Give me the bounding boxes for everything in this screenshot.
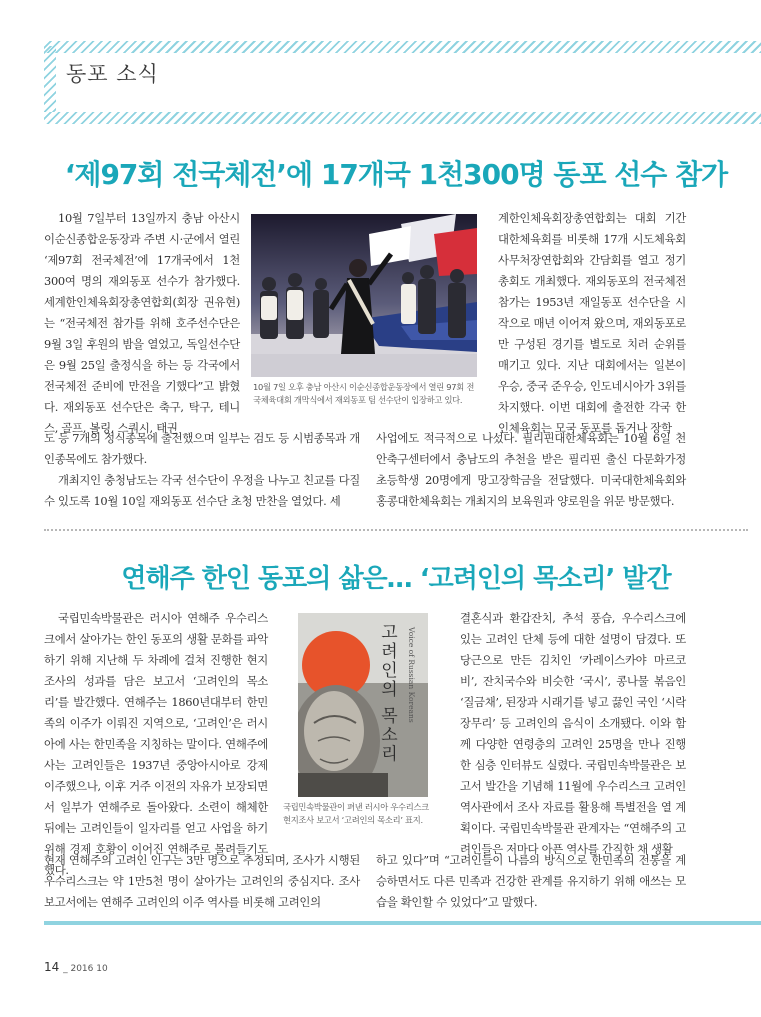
article1-col1-para2: 개최지인 충청남도는 각국 선수단이 우정을 나누고 친교를 다질 수 있도록 10월 10일 재외동포 선수단 초청 만찬을 열었다. 세 — [44, 473, 360, 508]
article2-col3-tail — [376, 850, 686, 913]
article1-col1-text: 10월 7일부터 13일까지 충남 아산시 이순신종합운동장과 주변 시·군에서 열린 ‘제97회 전국체전’에 17개국에서 1천300여 명의 재외동포 선수가 참가했다. 세계한인체육회장총연합회(회장 권유현)는 “전국체전 참가를 위해 호주선수단은 9월 3일 후원의 밤을 열었고, 독일선수단은 9월 25일 출정식을 하는 등 각국에서 전국체전 준비에 만전을 기했다”고 밝혔다. 재외동포 선수단은 축구, 탁구, 테니스, 골프, 볼링, 스쿼시, 태권 — [44, 211, 240, 435]
header-hatch-bottom — [44, 112, 761, 124]
article2-col1-tail-text: 현재 연해주의 고려인 인구는 3만 명으로 추정되며, 조사가 시행된 우수리스크는 약 1만5천 명이 살아가는 고려인의 중심지다. 조사 보고서에는 연해주 고려인의 이주 역사를 비롯해 고려인의 — [44, 853, 360, 909]
article1-photo — [251, 214, 477, 377]
article2-photo-caption — [283, 801, 453, 827]
header-hatch-top — [44, 41, 761, 53]
article1-col3 — [498, 208, 686, 439]
section-title: 동포 소식 — [66, 62, 159, 86]
article2-headline: 연해주 한인 동포의 삶은… ‘고려인의 목소리’ 발간 — [121, 564, 671, 594]
sports-festival-photo — [251, 214, 477, 377]
article1-col1 — [44, 208, 240, 439]
article2-caption-line2: 현지조사 보고서 ‘고려인의 목소리’ 표지. — [283, 815, 423, 825]
article1-col3-tail-text: 사업에도 적극적으로 나섰다. 필리핀대한체육회는 10월 6일 천안축구센터에서 충남도의 추천을 받은 필리핀 출신 다문화가정 초등학생 20명에게 망고장학금을 전달했다. 미국대한체육회와 홍콩대한체육회는 개최지의 보육원과 양로원을 위문 방문했다. — [376, 431, 686, 508]
article1-col1-tail-text: 도 등 7개의 정식종목에 출전했으며 일부는 검도 등 시범종목과 개인종목에도 참가했다. — [44, 431, 360, 466]
article1-col3-text: 계한인체육회장총연합회는 대회 기간 대한체육회를 비롯해 17개 시도체육회 사무처장연합회와 간담회를 열고 정기총회도 개최했다. 재외동포의 전국체전 참가는 1953년 재일동포 선수단을 시작으로 매년 이어져 왔으며, 재외동포로만 구성된 경기를 별도로 치러 순위를 매기고 있다. 지난 대회에서는 일본이 우승, 중국 준우승, 인도네시아가 3위를 차지했다. 이번 대회에 출전한 각국 한인체육회는 모국 동포를 돕거나 장학 — [498, 211, 686, 435]
article1-headline: ‘제97회 전국체전’에 17개국 1천300명 동포 선수 참가 — [64, 158, 728, 191]
page-folio — [44, 960, 108, 974]
header-hatch-left — [44, 46, 56, 112]
book-cover-subtitle: Voice of Russian Koreans — [407, 627, 416, 723]
article2-col3-tail-text: 하고 있다”며 “고려인들이 나름의 방식으로 한민족의 전통을 계승하면서도 다른 민족과 건강한 관계를 유지하기 위해 애쓰는 모습을 확인할 수 있었다”고 말했다. — [376, 853, 686, 909]
page-number: 14 — [44, 960, 60, 974]
article1-col1-tail — [44, 428, 360, 512]
article-divider — [44, 529, 748, 531]
article2-col1-tail — [44, 850, 360, 913]
book-cover-title: 고려인의 목소리 — [377, 623, 397, 764]
article2-col1 — [44, 608, 268, 881]
article1-photo-caption: 10월 7일 오후 충남 아산시 이순신종합운동장에서 열린 97회 전국체육대회 개막식에서 재외동포 팀 선수단이 입장하고 있다. — [253, 382, 475, 405]
footer-rule — [44, 921, 761, 925]
issue-date: _ 2016 10 — [63, 964, 108, 974]
article2-col3 — [460, 608, 686, 860]
article1-col3-tail — [376, 428, 686, 512]
article2-col3-text: 결혼식과 환갑잔치, 추석 풍습, 우수리스크에 있는 고려인 단체 등에 대한 설명이 담겼다. 또 당근으로 만든 김치인 ‘카레이스카야 마르코비’, 잔치국수와 비슷한 ‘국시’, 콩나물 볶음인 ‘질금채’, 된장과 시래기를 넣고 끓인 국인 ‘시락장무리’ 등 고려인의 음식이 소개됐다. 이와 함께 다양한 연령층의 고려인 25명을 만나 진행한 심층 인터뷰도 실렸다. 국립민속박물관은 보고서 발간을 기념해 11월에 우수리스크 고려인역사관에서 조사 자료를 활용해 특별전을 열 계획이다. 국립민속박물관 관계자는 “연해주의 고려인들은 저마다 아픈 역사를 간직한 채 생활 — [460, 611, 686, 856]
article2-col1-text: 국립민속박물관은 러시아 연해주 우수리스크에서 살아가는 한인 동포의 생활 문화를 파악하기 위해 지난해 두 차례에 걸쳐 진행한 현지 조사의 성과를 담은 보고서 ‘고려인의 목소리’를 발간했다. 연해주는 1860년대부터 한민족의 이주가 이뤄진 지역으로, ‘고려인’은 러시아에 사는 한민족을 지칭하는 말이다. 연해주에 사는 고려인들은 1937년 중앙아시아로 강제 이주했으나, 이후 거주 이전의 자유가 보장되면서 일부가 연해주로 돌아왔다. 소련이 해체한 뒤에는 고려인들이 일자리를 얻고 사업을 하기 위해 경제 호황이 이어진 연해주로 몰려들기도 했다. — [44, 611, 268, 877]
article2-book-cover — [298, 613, 428, 797]
article2-caption-line1: 국립민속박물관이 펴낸 러시아 우수리스크 — [283, 802, 429, 812]
